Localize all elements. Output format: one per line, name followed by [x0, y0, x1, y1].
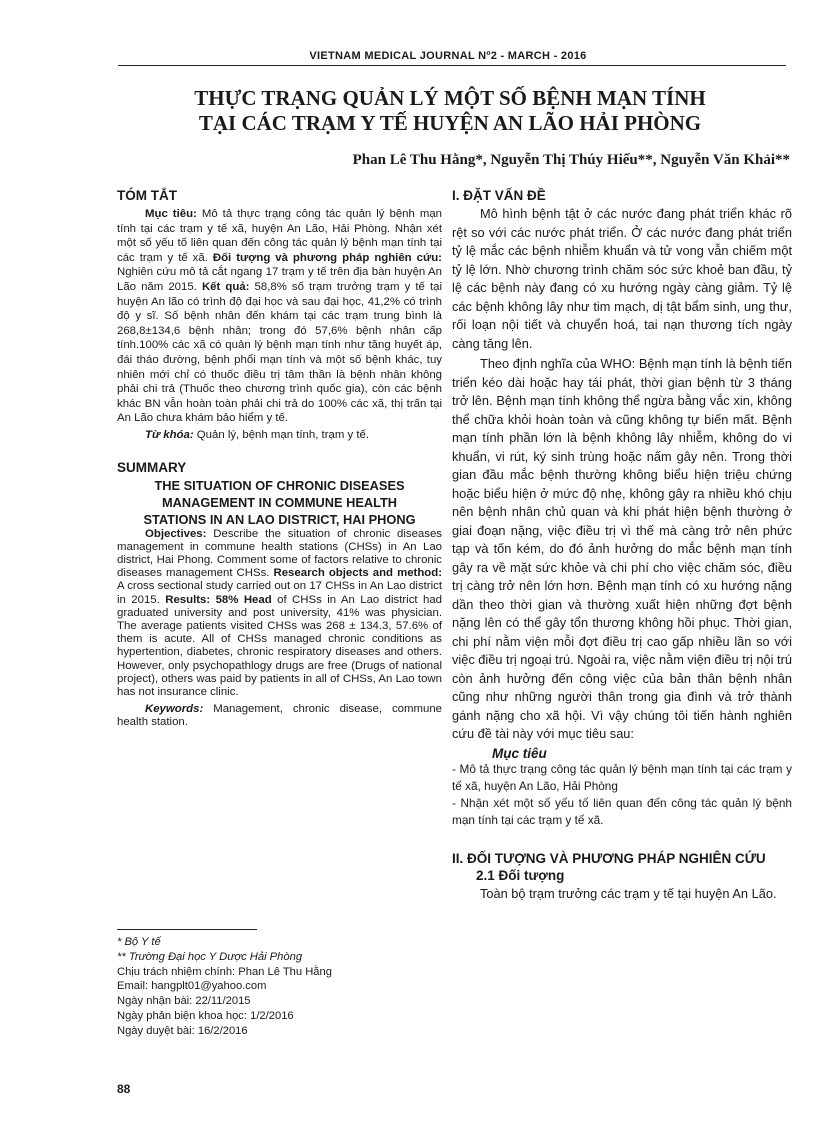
objectives-heading: Mục tiêu	[492, 745, 547, 761]
abstract-heading: TÓM TẮT	[117, 188, 177, 203]
abstract-vi-keywords	[117, 428, 442, 443]
research-label: Research objects and method:	[273, 567, 442, 580]
doi-tuong-label: Đối tượng và phương pháp nghiên cứu:	[212, 251, 442, 264]
right-column	[452, 188, 792, 903]
tu-khoa-label: Từ khóa:	[145, 428, 194, 441]
results-text: of CHSs in An Lao district had graduated university and post university, 41% was physician. The average patients visited CHSs was 268 ± 134.3, 57.6% of them is acute. All of CHSs managed chronic conditions as hypertention, diabetes, chronic respiratory diseases and others. However, only psychopathlogy drugs are free (Drugs of national project), others was paid by patients in all of CHSs, An Lao town has not insurance clinic.	[117, 593, 443, 698]
summary-title-line-3: STATIONS IN AN LAO DISTRICT, HAI PHONG	[143, 511, 416, 527]
footnote-accepted: Ngày duyệt bài: 16/2/2016	[117, 1024, 248, 1037]
ket-qua-text: 58,8% số trạm trưởng trạm y tế tại huyện An lão có trình độ đại học và sau đại học, 41,2% có trình độ y sĩ. Số bệnh nhân đến khám tại các trạm trung bình là 268,8±134,6 bệnh nhân; trong đó 57,6% bệnh nhân cấp tính.100% các xã có quản lý bệnh mạn tính như tăng huyết áp, đái tháo đường, bệnh phổi mạn tính và một số bệnh khác, tuy nhiên mới chỉ có thuốc điều trị tâm thần là bệnh nhân không phải chi trả (Thuốc theo chương trình quốc gia), còn các bệnh khác BN vẫn hoàn toàn phải chi trả do 100% các xã, thị trấn tại An Lão chưa khám bảo hiểm y tế.	[117, 280, 442, 425]
page-number: 88	[117, 1082, 131, 1096]
footnotes	[117, 935, 437, 1039]
footnote-1: * Bộ Y tế	[117, 936, 161, 948]
subjects-subheading: 2.1 Đối tượng	[476, 867, 565, 883]
objectives-label: Objectives:	[145, 527, 207, 540]
header-rule	[118, 65, 786, 66]
title-line-2: TẠI CÁC TRẠM Y TẾ HUYỆN AN LÃO HẢI PHÒNG	[198, 111, 702, 135]
muc-tieu-label: Mục tiêu:	[145, 208, 197, 220]
subjects-text: Toàn bộ trạm trưởng các trạm y tế tại huyện An Lão.	[480, 885, 777, 901]
left-column	[117, 188, 442, 730]
tu-khoa-text: Quản lý, bệnh mạn tính, trạm y tế.	[193, 428, 370, 441]
objectives-text: Describe the situation of chronic diseases management in commune health stations (CHSs) in An Lao district, Hai Phong. Comment some of factors relative to chronic diseases management CHSs.	[117, 527, 442, 580]
intro-heading: I. ĐẶT VẤN ĐỀ	[452, 188, 546, 203]
ket-qua-label: Kết quả:	[201, 280, 250, 293]
results-label: Results: 58% Head	[165, 593, 272, 606]
methods-heading: II. ĐỐI TƯỢNG VÀ PHƯƠNG PHÁP NGHIÊN CỨU	[452, 850, 766, 866]
keywords-label: Keywords:	[145, 703, 204, 716]
footnote-email: Email: hangplt01@yahoo.com	[117, 980, 267, 993]
footnote-received: Ngày nhận bài: 22/11/2015	[117, 995, 251, 1008]
footnote-reviewed: Ngày phản biện khoa học: 1/2/2016	[117, 1009, 294, 1022]
doi-tuong-text: Nghiên cứu mô tả cắt ngang 17 trạm y tế trên địa bàn huyện An Lão năm 2015.	[117, 266, 442, 293]
footnote-rule	[117, 929, 257, 930]
objective-item-2: - Nhận xét một số yếu tố liên quan đến công tác quản lý bệnh mạn tính tại các trạm y tế xã.	[452, 795, 792, 827]
intro-paragraph-1: Mô hình bệnh tật ở các nước đang phát triển khác rõ rệt so với các nước phát triển. Ở các nước đang phát triển tỷ lệ mắc các bệnh nhiễm khuẩn và tử vong vẫn chiếm một tỷ lệ lớn. Nhờ chương trình chăm sóc sức khoẻ ban đầu, tỷ lệ các bệnh này đang có xu hướng ngày càng giảm. Tỷ lệ các bệnh không lây như tim mạch, dị tật bẩm sinh, ung thư, rối loạn nội tiết và chuyển hoá, tai nạn thương tích ngày càng tăng lên.	[452, 206, 792, 351]
abstract-vi-body	[117, 207, 442, 426]
footnote-2: ** Trường Đại học Y Dược Hải Phòng	[117, 950, 303, 963]
title-line-1: THỰC TRẠNG QUẢN LÝ MỘT SỐ BỆNH MẠN TÍNH	[194, 86, 706, 110]
summary-heading: SUMMARY	[117, 459, 187, 475]
intro-paragraph-2: Theo định nghĩa của WHO: Bệnh mạn tính là bệnh tiến triển kéo dài hoặc hay tái phát, thời gian bệnh từ 3 tháng trở lên. Bệnh mạn tính không thể ngừa bằng vắc xin, không thể chữa khỏi hoàn toàn và cũng không tự biến mất. Bệnh mạn tính phần lớn là bệnh không lây nhiễm, không do vi khuẩn, vi rút, ký sinh trùng hoặc nấm gây nên. Trong thời gian đầu mắc bệnh thường không biểu hiện triệu chứng hoặc biểu hiện ở mức độ nhẹ, không gây ra nhiều khó chịu nên bệnh nhân chủ quan và khi phát hiện bệnh thường ở giai đoạn nặng, việc điều trị vì thế mà càng trở nên phức tạp và tốn kém, do đó ảnh hưởng do mắc bệnh mạn tính gây ra về mặt sức khỏe và chi phí cho việc chăm sóc, điều trị càng trở nên lớn hơn. Bệnh mạn tính có xu hướng nặng dần theo thời gian và thường xuất hiện những đợt bệnh nặng lên có thể gây tổn thương không hồi phục. Thời gian, chi phí nằm viện mỗi đợt điều trị cao gấp nhiều lần so với việc điều trị ngoại trú. Ngoài ra, việc nằm viện điều trị nội trú còn ảnh hưởng đến công việc của bản thân bệnh nhân cũng như những người thân trong gia đình và trở thành gánh nặng cho xã hội. Vì vậy chúng tôi tiến hành nghiên cứu đề tài này với mục tiêu sau:	[452, 356, 792, 741]
summary-title-line-1: THE SITUATION OF CHRONIC DISEASES	[154, 477, 405, 493]
summary-keywords	[117, 703, 442, 729]
author-list: Phan Lê Thu Hằng*, Nguyễn Thị Thúy Hiếu**, Nguyễn Văn Khải**	[352, 152, 790, 168]
keywords-text: Management, chronic disease, commune health station.	[117, 703, 442, 729]
summary-title-line-2: MANAGEMENT IN COMMUNE HEALTH	[161, 494, 398, 510]
journal-header: VIETNAM MEDICAL JOURNAL Nº2 - MARCH - 2016	[309, 50, 587, 62]
article-title	[110, 86, 790, 136]
footnote-corresponding: Chịu trách nhiệm chính: Phan Lê Thu Hằng	[117, 965, 332, 978]
summary-body	[117, 528, 442, 700]
muc-tieu-text: Mô tả thực trạng công tác quản lý bệnh mạn tính tại các trạm y tế xã, huyện An Lão, Hải Phòng. Nhận xét một số yếu tố liên quan đến công tác quản lý bệnh mạn tính tại các trạm y tế xã.	[117, 208, 442, 264]
objective-item-1: - Mô tả thực trạng công tác quản lý bệnh mạn tính tại các trạm y tế xã, huyện An Lão, Hải Phòng	[452, 761, 792, 793]
research-text: A cross sectional study carried out on 17 CHSs in An Lao district in 2015.	[117, 580, 442, 606]
